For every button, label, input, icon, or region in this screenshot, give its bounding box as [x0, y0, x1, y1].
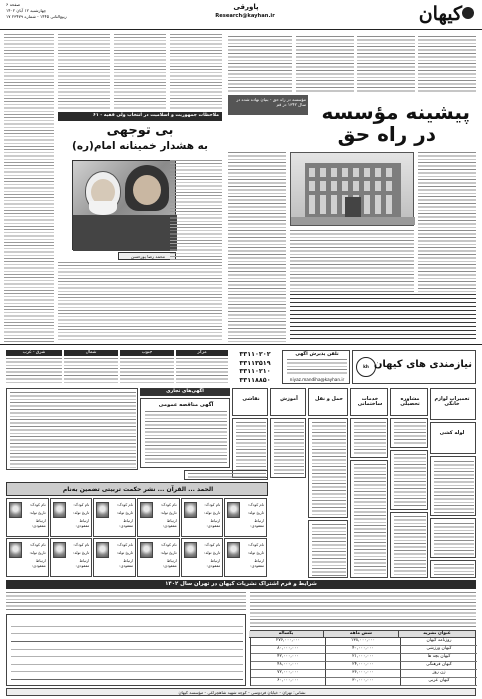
article-col-7 — [290, 230, 414, 292]
ads-section — [0, 344, 482, 345]
masthead — [0, 0, 482, 30]
region-header-north: شمال — [64, 350, 118, 356]
ad-col5-2[interactable] — [270, 418, 306, 478]
price-cell-six: ۲۴,۰۰۰,۰۰۰ — [326, 662, 401, 670]
ad-col2-4[interactable] — [390, 512, 428, 578]
subscription-form-text — [6, 592, 246, 612]
child-photo — [227, 502, 240, 518]
price-cell-name: کیهان بچه ها — [401, 654, 477, 662]
child-birth_label: تاریخ تولد: — [29, 550, 46, 555]
article-col-1 — [418, 36, 476, 92]
child-phone_label: ارتباط مفقودی: — [250, 518, 264, 529]
subscription-footer: نشانی: تهران - خیابان فردوسی - کوچه شهید شاهچراغی - مؤسسه کیهان — [178, 690, 306, 695]
child-phone_label: ارتباط مفقودی: — [119, 518, 133, 529]
child-name_label: نام کودک: — [117, 502, 133, 507]
price-cell-six: ۳۰,۰۰۰,۰۰۰ — [326, 678, 401, 686]
quran-banner-text: الحمد ... القرآن ... نشر حکمت تربیتی تضمین به‌نام — [62, 486, 214, 493]
region-rows-east-west — [6, 358, 62, 384]
logo-emblem-icon — [462, 7, 474, 19]
price-cell-name: کیهان عربی — [401, 678, 477, 686]
price-cell-year: ۷۲,۰۰۰,۰۰۰ — [251, 670, 326, 678]
region-rows-south — [120, 358, 174, 384]
ad-col3-3[interactable] — [350, 460, 388, 578]
missing-child-card — [224, 538, 267, 577]
ads-title: نیازمندی های کیهان — [373, 359, 472, 370]
building-photo — [290, 152, 414, 226]
ads-phone-label: تلفن پذیرش آگهی — [295, 352, 339, 357]
price-header-six: شش ماهه — [324, 631, 399, 638]
ads-bar — [140, 388, 230, 396]
ads-phone-4[interactable]: ۳۳۱۱۸۸۵۰ — [239, 375, 271, 384]
ad-col4-1-label: حمل و نقل — [315, 396, 343, 402]
subscription-conditions — [250, 592, 476, 628]
ad-col6-1[interactable] — [232, 388, 268, 416]
ad-right-3[interactable] — [430, 456, 476, 516]
ads-phone-1[interactable]: ۳۳۱۱۰۲۰۲ — [239, 350, 271, 358]
missing-child-card — [137, 498, 180, 537]
ads-contact — [282, 350, 350, 384]
subscription-title-bar — [6, 580, 476, 589]
missing-child-card — [93, 538, 136, 577]
ads-phone-2[interactable]: ۳۳۱۱۳۵۱۹ — [239, 358, 271, 367]
child-birth_label: تاریخ تولد: — [204, 550, 221, 555]
price-cell-six: ۲۱,۰۰۰,۰۰۰ — [326, 654, 401, 662]
building — [305, 163, 401, 219]
missing-child-card — [181, 538, 224, 577]
child-name_label: نام کودک: — [204, 542, 221, 547]
price-rows — [251, 638, 477, 686]
quran-banner — [6, 482, 268, 496]
ad-right-4[interactable] — [430, 518, 476, 558]
child-phone_label: ارتباط مفقودی: — [206, 518, 221, 529]
article-col-6 — [228, 152, 286, 292]
ad-col6-1-label: نقاشی — [242, 396, 260, 402]
child-name_label: نام کودک: — [204, 502, 221, 507]
missing-child-card — [181, 498, 224, 537]
ad-col2-3[interactable] — [390, 450, 428, 510]
missing-children-grid — [6, 498, 268, 578]
child-photo — [9, 502, 22, 518]
date-line: چهارشنبه ۱۲ آبان ۱۴۰۲ — [6, 8, 47, 13]
subscription-form[interactable] — [6, 614, 246, 686]
missing-child-card — [6, 538, 49, 577]
missing-child-card — [6, 498, 49, 537]
article-col-8 — [228, 294, 286, 342]
child-name_label: نام کودک: — [160, 542, 177, 547]
ad-right-1-label: تعمیرات لوازم خانگی — [434, 396, 470, 408]
article-col-5 — [418, 152, 476, 292]
child-phone_label: ارتباط مفقودی: — [75, 518, 90, 529]
child-name_label: نام کودک: — [248, 542, 264, 547]
child-photo — [96, 502, 109, 518]
ad-col6-2[interactable] — [232, 418, 268, 478]
price-cell-name: کیهان ورزشی — [401, 646, 477, 654]
price-cell-year: ۴۸,۰۰۰,۰۰۰ — [251, 662, 326, 670]
subscription-title: شرایط و فرم اشتراک نشریات کیهان در تهران سال ۱۴۰۲ — [165, 581, 317, 587]
price-cell-name: کیهان فرهنگی — [401, 662, 477, 670]
child-phone_label: ارتباط مفقودی: — [206, 558, 221, 569]
title-caption: مؤسسه در راه حق - بنیان نهاده شده در سال ۱۳۴۲ در قم — [236, 97, 306, 108]
ads-contact-lines — [287, 359, 347, 375]
issue-line: ۱۷ ربیع‌الثانی ۱۴۴۵ - شماره ۲۳۴۷۹ — [6, 14, 67, 19]
serial-title-1: بی توجهی — [106, 123, 174, 138]
portrait-photo — [72, 160, 176, 250]
price-cell-name: روزنامه کیهان — [401, 638, 477, 646]
left-col-4 — [170, 34, 222, 110]
price-cell-six: ۱۳۸,۰۰۰,۰۰۰ — [326, 638, 401, 646]
price-cell-year: ۴۲,۰۰۰,۰۰۰ — [251, 654, 326, 662]
missing-child-card — [224, 498, 267, 537]
child-birth_label: تاریخ تولد: — [73, 510, 90, 515]
left-col-3 — [114, 34, 166, 110]
ad-col3-1[interactable] — [350, 388, 388, 416]
missing-child-card — [137, 538, 180, 577]
article-bold-intro — [290, 294, 476, 342]
price-cell-name: زن روز — [401, 670, 477, 678]
child-birth_label: تاریخ تولد: — [247, 510, 264, 515]
ads-phone-3[interactable]: ۳۳۱۱۰۲۱۰ — [239, 367, 271, 375]
ad-col5-1[interactable] — [270, 388, 306, 416]
ad-col4-2[interactable] — [308, 418, 348, 518]
ad-col3-1-label: خدمات ساختمانی — [357, 396, 383, 408]
price-table — [250, 630, 476, 686]
child-birth_label: تاریخ تولد: — [247, 550, 264, 555]
price-header-year: یکساله — [249, 631, 324, 638]
child-birth_label: تاریخ تولد: — [160, 550, 177, 555]
missing-child-card — [93, 498, 136, 537]
ad-col4-3[interactable] — [308, 520, 348, 578]
child-photo — [140, 542, 153, 558]
article-title-1: پیشینه مؤسسه — [321, 100, 470, 124]
child-photo — [53, 502, 66, 518]
serial-author-label — [118, 252, 176, 260]
child-name_label: نام کودک: — [248, 502, 264, 507]
child-photo — [9, 542, 22, 558]
article-title-block — [228, 95, 476, 151]
page-number: صفحه ۶ — [6, 2, 21, 7]
ads-phones — [230, 350, 280, 384]
child-name_label: نام کودک: — [29, 502, 46, 507]
article-col-3 — [296, 36, 354, 92]
child-birth_label: تاریخ تولد: — [160, 510, 177, 515]
ad-right-2-label: لوله کشی — [439, 430, 465, 436]
ad-col5-1-label: آموزش — [280, 396, 298, 402]
price-cell-year: ۲۷۶,۰۰۰,۰۰۰ — [251, 638, 326, 646]
region-rows-north — [64, 358, 118, 384]
child-photo — [96, 542, 109, 558]
child-birth_label: تاریخ تولد: — [29, 510, 46, 515]
region-header-south: جنوب — [120, 350, 174, 356]
child-phone_label: ارتباط مفقودی: — [31, 558, 46, 569]
price-cell-six: ۳۶,۰۰۰,۰۰۰ — [326, 670, 401, 678]
logo-text: کیهان — [418, 3, 462, 25]
ads-email[interactable]: niyaz.mandiha@kayhan.ir — [289, 377, 345, 382]
ad-big-title: آگهی مناقصه عمومی — [158, 402, 214, 408]
price-cell-year: ۸۰,۰۰۰,۰۰۰ — [251, 646, 326, 654]
serial-subtitle-bar — [58, 112, 222, 121]
child-name_label: نام کودک: — [73, 502, 90, 507]
ad-col2-2[interactable] — [390, 418, 428, 448]
region-rows-center — [176, 358, 228, 384]
child-phone_label: ارتباط مفقودی: — [31, 518, 46, 529]
child-phone_label: ارتباط مفقودی: — [250, 558, 264, 569]
article-title-2: در راه حق — [337, 122, 436, 146]
ad-col2-1-label: مشاوره تحصیلی — [400, 396, 420, 408]
article-col-4 — [228, 36, 292, 92]
child-phone_label: ارتباط مفقودی: — [162, 558, 177, 569]
price-cell-six: ۴۰,۰۰۰,۰۰۰ — [326, 646, 401, 654]
child-birth_label: تاریخ تولد: — [116, 550, 133, 555]
ads-logo-number: kh — [363, 364, 369, 369]
child-name_label: نام کودک: — [29, 542, 46, 547]
ads-header — [352, 350, 476, 384]
child-birth_label: تاریخ تولد: — [116, 510, 133, 515]
ad-right-2[interactable] — [430, 422, 476, 454]
left-col-2 — [58, 34, 110, 110]
ads-bar-label: آگهی‌های تجاری — [166, 389, 204, 394]
price-cell-year: ۶۰,۰۰۰,۰۰۰ — [251, 678, 326, 686]
ad-left-stack-1[interactable] — [6, 388, 138, 470]
missing-child-card — [50, 498, 93, 537]
left-col-6 — [170, 160, 222, 260]
serial-title-2: به هشدار خمینانه امام(ره) — [72, 140, 208, 152]
child-phone_label: ارتباط مفقودی: — [119, 558, 133, 569]
serial-author: محمد رضا پورحسن — [131, 254, 165, 259]
regions-table — [6, 350, 228, 384]
region-header-center: مرکز — [176, 350, 228, 356]
ad-col7[interactable] — [184, 470, 268, 480]
serial-subtitle: ملاحظات جمهوریت و اسلامیت در انتخاب ولی فقیه - ۶۱ — [93, 113, 219, 118]
child-name_label: نام کودک: — [160, 502, 177, 507]
child-photo — [140, 502, 153, 518]
ad-right-5[interactable] — [430, 560, 476, 578]
ad-col2-1[interactable] — [390, 388, 428, 416]
section-title: پاورقی — [233, 3, 259, 11]
title-caption-bar — [228, 95, 308, 115]
ad-right-1[interactable] — [430, 388, 476, 420]
ad-col3-2[interactable] — [350, 418, 388, 458]
article-col-2 — [357, 36, 415, 92]
left-col-1 — [4, 34, 54, 342]
child-name_label: نام کودک: — [73, 542, 90, 547]
missing-child-card — [50, 538, 93, 577]
logo — [404, 2, 476, 28]
child-birth_label: تاریخ تولد: — [73, 550, 90, 555]
child-name_label: نام کودک: — [117, 542, 133, 547]
child-phone_label: ارتباط مفقودی: — [75, 558, 90, 569]
ad-big[interactable] — [140, 398, 230, 468]
website[interactable]: Research@kayhan.ir — [215, 13, 275, 19]
child-photo — [184, 542, 197, 558]
child-photo — [53, 542, 66, 558]
ad-col4-1[interactable] — [308, 388, 348, 416]
child-birth_label: تاریخ تولد: — [204, 510, 221, 515]
region-header-east-west: شرق - غرب — [6, 350, 62, 356]
subscription-footer-bar — [6, 688, 476, 696]
child-photo — [227, 542, 240, 558]
child-phone_label: ارتباط مفقودی: — [162, 518, 177, 529]
left-col-5 — [58, 262, 222, 342]
price-header-name: عنوان نشریه — [399, 631, 475, 638]
child-photo — [184, 502, 197, 518]
